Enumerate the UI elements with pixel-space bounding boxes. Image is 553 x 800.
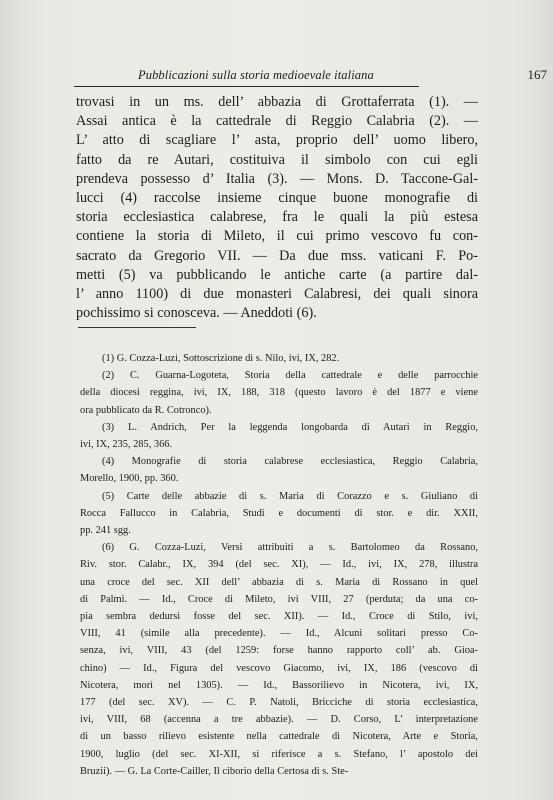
footnote-line: (3) L. Andrich, Per la leggenda longobarda di Autari in Reggio, — [102, 421, 478, 433]
footnote-line: pia sembra dedursi fosse del sec. XII). — Id., Croce di Stilo, ivi, — [80, 611, 478, 623]
footnote-line: Bruzii). — G. La Corte-Cailler, Il ciborio della Certosa di s. Ste- — [80, 765, 349, 777]
footnote-line: di un basso rilievo esistente nella cattedrale di Nicotera, Arte e Storia, — [80, 731, 478, 743]
footnote-line: Riv. stor. Calabr., IX, 394 (del sec. XI), — Id., ivi, IX, 278, illustra — [80, 559, 478, 571]
footnote-line: (6) G. Cozza-Luzi, Versi attribuiti a s. Bartolomeo da Rossano, — [102, 542, 478, 554]
footnote-line: 1900, luglio (del sec. XI-XII, si riferisce a s. Stefano, l’ apostolo dei — [80, 748, 478, 760]
footnote-line: ivi, IX, 235, 285, 366. — [80, 439, 173, 451]
page-header — [74, 66, 547, 87]
text-line: l’ anno 1100) di due monasteri Calabresi, dei quali sinora — [76, 286, 478, 303]
text-line: storia ecclesiastica calabrese, fra le quali la più estesa — [76, 209, 478, 226]
footnote-line: una croce del sec. XII dell’ abbazia di s. Maria di Rossano in quel — [80, 576, 478, 588]
footnote-line: VIII, 41 (simile alla precedente). — Id., Alcuni solitari presso Co- — [80, 628, 478, 640]
footnote-line: (5) Carte delle abbazie di s. Maria di Corazzo e s. Giuliano di — [102, 490, 478, 502]
text-line: L’ atto di scagliare l’ asta, proprio dell’ uomo libero, — [76, 132, 478, 149]
footnote-separator — [78, 327, 196, 328]
footnote-line: (4) Monografie di storia calabrese ecclesiastica, Reggio Calabria, — [102, 456, 478, 468]
footnote-line: (1) G. Cozza-Luzi, Sottoscrizione di s. Nilo, ivi, IX, 282. — [102, 353, 340, 364]
footnote-line: Nicotera, morì nel 1305). — Id., Bassorilievo in Nicotera, ivi, IX, — [80, 679, 478, 691]
footnote-line: di Palmi. — Id., Croce di Mileto, ivi VIII, 27 (perduta; da una co- — [80, 593, 478, 605]
main-text — [76, 93, 478, 323]
footnote-line: senza, ivi, VIII, 43 (del 1259: forse hanno rapporto coll’ ab. Gioa- — [80, 645, 478, 657]
footnote-line: della diocesi reggina, ivi, IX, 188, 318 (questo lavoro è del 1877 e viene — [80, 387, 478, 399]
text-line: lucci (4) raccolse insieme cinque buone monografie di — [76, 190, 478, 207]
text-line: fatto da re Autari, costituiva il simbolo con cui egli — [76, 151, 478, 168]
text-line: Assai antica è la cattedrale di Reggio Calabria (2). — — [76, 113, 478, 130]
running-title: Pubblicazioni sulla storia medioevale italiana — [138, 68, 374, 82]
footnote-line: chino) — Id., Figura del vescovo Giacomo, ivi, IX, 186 (vescovo di — [80, 662, 478, 674]
text-line: pochissimo si conosceva. — Aneddoti (6). — [76, 305, 317, 322]
text-line: prendeva possesso d’ Italia (3). — Mons. D. Taccone-Gal- — [76, 170, 478, 187]
text-line: contiene la storia di Mileto, il cui primo vescovo fu con- — [76, 228, 478, 245]
footnote-line: Morello, 1900, pp. 360. — [80, 473, 179, 485]
footnote-line: Rocca Fallucco in Calabria, Studi e documenti di stor. e dir. XXII, — [80, 507, 478, 519]
footnote-line: (2) C. Guarna-Logoteta, Storia della cattedrale e delle parrocchie — [102, 370, 478, 382]
footnote-line: ora pubblicato da R. Cotronco). — [80, 404, 212, 416]
footnote-line: pp. 241 sgg. — [80, 525, 131, 537]
footnote-line: 177 (del sec. XV). — C. P. Natoli, Bricciche di storia ecclesiastica, — [80, 697, 478, 709]
text-line: sacrato da Gregorio VII. — Da due mss. vaticani F. Po- — [76, 247, 478, 264]
text-line: trovasi in un ms. dell’ abbazia di Grottaferrata (1). — — [76, 94, 478, 110]
footnotes — [80, 350, 478, 780]
footnote-line: ivi, VIII, 68 (accenna a tre abbazie). — D. Corso, L’ interpretazione — [80, 714, 478, 726]
page-number: 167 — [527, 67, 547, 82]
text-line: metti (5) va pubblicando le antiche carte (a partire dal- — [76, 266, 478, 283]
